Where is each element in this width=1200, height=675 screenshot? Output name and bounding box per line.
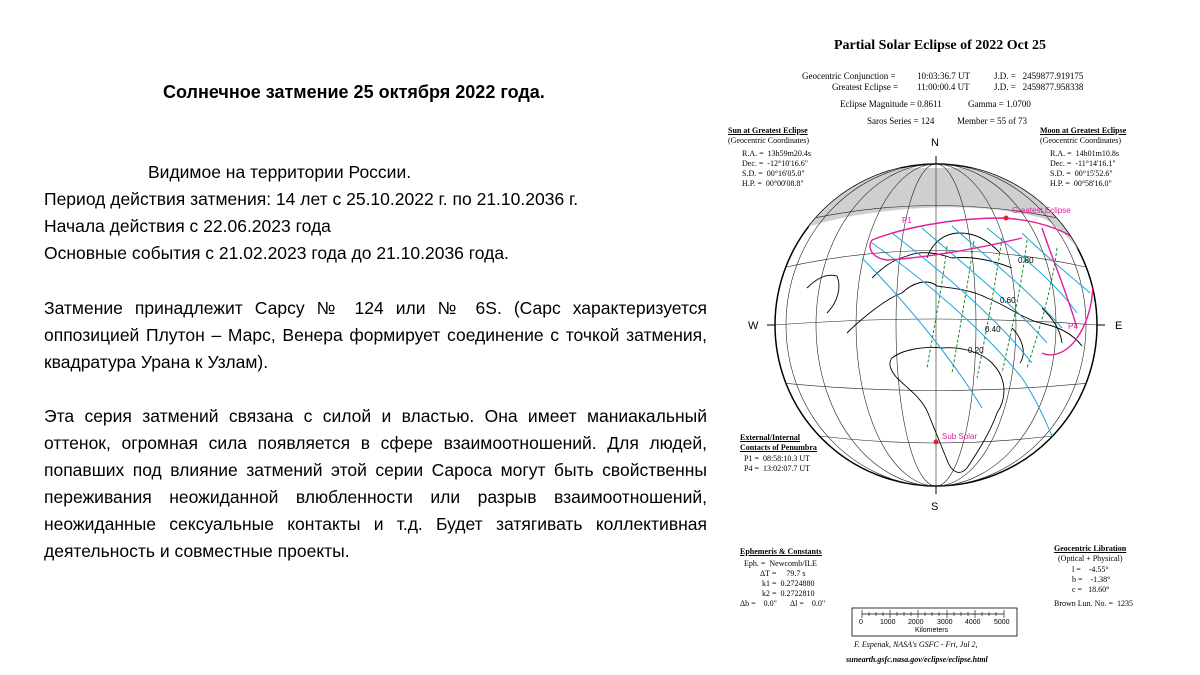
ephemeris-delta-b: Δb = 0.0" <box>740 599 777 608</box>
saros-series: Saros Series = 124 <box>867 116 935 126</box>
gamma: Gamma = 1.0700 <box>968 99 1031 109</box>
moon-heading: Moon at Greatest Eclipse <box>1040 126 1127 135</box>
moon-hp: H.P. = 00°58'16.0" <box>1050 179 1112 188</box>
contact-p4: P4 = 13:02:07.7 UT <box>744 464 811 473</box>
scale-tick-4000: 4000 <box>965 619 981 626</box>
libration-b: b = -1.38° <box>1072 575 1111 584</box>
contacts-heading: External/Internal <box>740 433 800 442</box>
greatest-eclipse-marker <box>1004 216 1009 221</box>
visibility-period-block <box>44 159 707 267</box>
greatest-time: 11:00:00.4 UT <box>917 82 970 92</box>
sun-ra: R.A. = 13h59m20.4s <box>742 149 811 158</box>
saros-member: Member = 55 of 73 <box>957 116 1028 126</box>
moon-subheading: (Geocentric Coordinates) <box>1040 136 1122 145</box>
sun-dec: Dec. = -12°10'16.6" <box>742 159 808 168</box>
ephemeris-k2: k2 = 0.2722810 <box>762 589 815 598</box>
libration-c: c = 18.60° <box>1072 585 1110 594</box>
compass-east: E <box>1115 320 1123 332</box>
credit-line: F. Espenak, NASA's GSFC - Fri, Jul 2, <box>854 640 978 649</box>
ephemeris-heading: Ephemeris & Constants <box>740 547 822 556</box>
sun-hp: H.P. = 00°00'08.8" <box>742 179 804 188</box>
p1-label: P1 <box>902 216 912 225</box>
compass-west: W <box>748 320 759 332</box>
credit-url: sunearth.gsfc.nasa.gov/eclipse/eclipse.html <box>846 655 988 664</box>
magnitude-080-label: 0.80 <box>1018 256 1034 265</box>
saros-paragraph: Затмение принадлежит Сарсу № 124 или № 6S. (Сарс характеризуется оппозицией Плутон – Марс, Венера формирует соединение с точкой затмения, квадратура Урана к Узлам). <box>44 298 707 372</box>
moon-sd: S.D. = 00°15'52.6" <box>1050 169 1113 178</box>
sun-heading: Sun at Greatest Eclipse <box>728 126 808 135</box>
brown-lunation: Brown Lun. No. = 1235 <box>1054 599 1133 608</box>
period-line: Период действия затмения: 14 лет с 25.10.2022 г. по 21.10.2036 г. <box>44 189 579 209</box>
subsolar-marker <box>934 440 939 445</box>
scale-unit: Kilometers <box>915 627 949 634</box>
p4-label: P4 <box>1068 322 1078 331</box>
figure-title: Partial Solar Eclipse of 2022 Oct 25 <box>833 38 1047 53</box>
libration-subheading: (Optical + Physical) <box>1058 554 1123 563</box>
scale-tick-3000: 3000 <box>937 619 953 626</box>
ephemeris-delta-t: ΔT = 79.7 s <box>760 569 806 578</box>
scale-tick-5000: 5000 <box>994 619 1010 626</box>
conjunction-time: 10:03:36.7 UT <box>917 71 970 81</box>
moon-ra: R.A. = 14h01m10.8s <box>1050 149 1119 158</box>
main-events-line: Основные события с 21.02.2023 года до 21.10.2036 года. <box>44 243 509 263</box>
scale-tick-1000: 1000 <box>880 619 896 626</box>
sun-subheading: (Geocentric Coordinates) <box>728 136 810 145</box>
moon-dec: Dec. = -11°14'16.1" <box>1050 159 1116 168</box>
scale-tick-0: 0 <box>859 619 863 626</box>
contact-p1: P1 = 08:58:10.3 UT <box>744 454 811 463</box>
greatest-label: Greatest Eclipse = <box>832 82 899 92</box>
greatest-jd: J.D. = 2459877.958338 <box>994 82 1084 92</box>
eclipse-figure <box>722 28 1158 670</box>
magnitude-020-label: 0.20 <box>968 346 984 355</box>
subsolar-label: Sub Solar <box>942 432 978 441</box>
ephemeris-eph: Eph. = Newcomb/ILE <box>744 559 817 568</box>
eclipse-magnitude: Eclipse Magnitude = 0.8611 <box>840 99 942 109</box>
magnitude-040-label: 0.40 <box>985 325 1001 334</box>
contacts-subheading: Contacts of Penumbra <box>740 443 817 452</box>
magnitude-060-label: 0.60 <box>1000 296 1016 305</box>
ephemeris-delta-l: Δl = 0.0" <box>790 599 826 608</box>
conjunction-label: Geocentric Conjunction = <box>802 71 896 81</box>
sun-sd: S.D. = 00°16'05.0" <box>742 169 805 178</box>
compass-south: S <box>931 501 939 513</box>
scale-tick-2000: 2000 <box>908 619 924 626</box>
compass-north: N <box>931 137 939 149</box>
conjunction-jd: J.D. = 2459877.919175 <box>994 71 1084 81</box>
slide-title: Солнечное затмение 25 октября 2022 года. <box>163 82 545 102</box>
libration-heading: Geocentric Libration <box>1054 544 1127 553</box>
greatest-eclipse-label: Greatest Eclipse <box>1012 206 1071 215</box>
influence-paragraph: Эта серия затмений связана с силой и властью. Она имеет маниакальный оттенок, огромная сила появляется в сфере взаимоотношений. Для людей, попавших под влияние затмений этой серии Сароса могут быть свойственны переживания неожиданной влюбленности или разрыв взаимоотношений, неожиданные сексуальные контакты и т.д. Будет затягивать коллективная деятельность и совместные проекты. <box>44 406 707 561</box>
visibility-line: Видимое на территории России. <box>148 162 412 182</box>
libration-l: l = -4.55° <box>1072 565 1109 574</box>
ephemeris-k1: k1 = 0.2724880 <box>762 579 815 588</box>
start-line: Начала действия с 22.06.2023 года <box>44 216 331 236</box>
